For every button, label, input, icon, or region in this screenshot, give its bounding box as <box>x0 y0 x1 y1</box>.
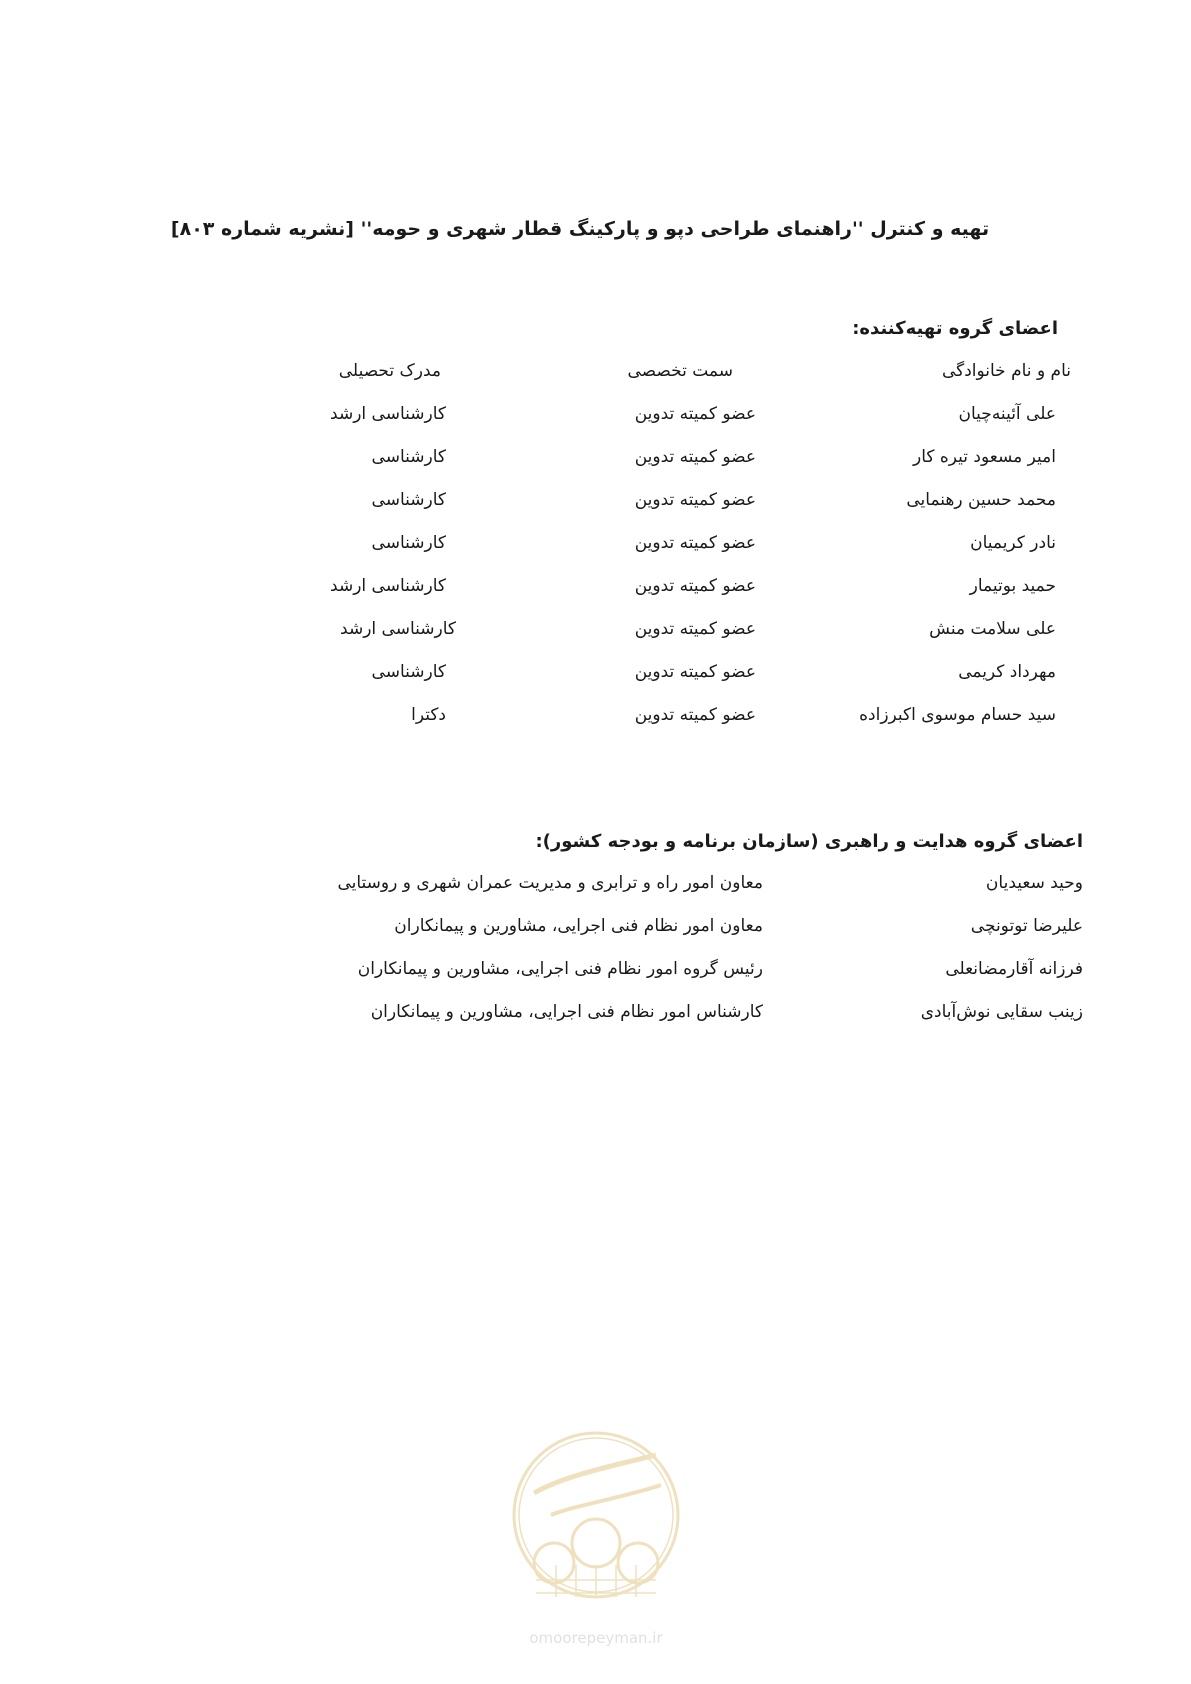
watermark-url: omoorepeyman.ir <box>529 1629 663 1647</box>
member-position: معاون امور نظام فنی اجرایی، مشاورین و پیمانکاران <box>394 916 763 936</box>
member-name: علی آئینه‌چیان <box>958 404 1056 424</box>
member-degree: کارشناسی <box>371 662 446 682</box>
member-position: عضو کمیته تدوین <box>634 490 756 510</box>
member-name: فرزانه آقارمضانعلی <box>945 959 1083 979</box>
document-title: تهیه و کنترل ''راهنمای طراحی دپو و پارکینگ قطار شهری و حومه'' [نشریه شماره ۸۰۳] <box>170 218 990 240</box>
member-name: زینب سقایی نوش‌آبادی <box>920 1002 1083 1022</box>
member-position: عضو کمیته تدوین <box>634 619 756 639</box>
member-position: عضو کمیته تدوین <box>634 533 756 553</box>
watermark-logo <box>496 1415 696 1655</box>
table-row <box>0 700 1191 730</box>
member-position: عضو کمیته تدوین <box>634 404 756 424</box>
member-position: عضو کمیته تدوین <box>634 705 756 725</box>
member-name: وحید سعیدیان <box>985 873 1083 893</box>
table-row <box>0 911 1191 941</box>
member-name: امیر مسعود تیره کار <box>912 447 1056 467</box>
prep-group-heading: اعضای گروه تهیه‌کننده: <box>852 318 1058 339</box>
table-row <box>0 571 1191 601</box>
member-position: عضو کمیته تدوین <box>634 662 756 682</box>
member-position: عضو کمیته تدوین <box>634 447 756 467</box>
table-row <box>0 954 1191 984</box>
member-name: علیرضا توتونچی <box>970 916 1083 936</box>
steering-group-heading: اعضای گروه هدایت و راهبری (سازمان برنامه و بودجه کشور): <box>535 831 1083 852</box>
table-row <box>0 997 1191 1027</box>
member-degree: کارشناسی <box>371 447 446 467</box>
member-position: کارشناس امور نظام فنی اجرایی، مشاورین و پیمانکاران <box>370 1002 763 1022</box>
member-degree: کارشناسی ارشد <box>340 619 456 639</box>
table-row <box>0 657 1191 687</box>
member-name: سید حسام موسوی اکبرزاده <box>859 705 1056 725</box>
member-name: نادر کریمیان <box>970 533 1056 553</box>
table-row <box>0 442 1191 472</box>
member-position: رئیس گروه امور نظام فنی اجرایی، مشاورین و پیمانکاران <box>357 959 763 979</box>
prep-group-column-headers <box>0 356 1191 386</box>
table-row <box>0 485 1191 515</box>
member-degree: کارشناسی ارشد <box>330 576 446 596</box>
table-row <box>0 399 1191 429</box>
table-row <box>0 528 1191 558</box>
member-position: عضو کمیته تدوین <box>634 576 756 596</box>
column-header-position: سمت تخصصی <box>627 361 733 381</box>
table-row <box>0 868 1191 898</box>
column-header-name: نام و نام خانوادگی <box>941 361 1071 381</box>
table-row <box>0 614 1191 644</box>
member-degree: کارشناسی <box>371 533 446 553</box>
member-degree: کارشناسی ارشد <box>330 404 446 424</box>
column-header-degree: مدرک تحصیلی <box>338 361 441 381</box>
member-name: علی سلامت منش <box>929 619 1056 639</box>
member-position: معاون امور راه و ترابری و مدیریت عمران شهری و روستایی <box>337 873 763 893</box>
member-degree: کارشناسی <box>371 490 446 510</box>
member-name: محمد حسین رهنمایی <box>906 490 1056 510</box>
member-name: حمید بوتیمار <box>969 576 1056 596</box>
member-name: مهرداد کریمی <box>958 662 1056 682</box>
member-degree: دکترا <box>411 705 446 725</box>
